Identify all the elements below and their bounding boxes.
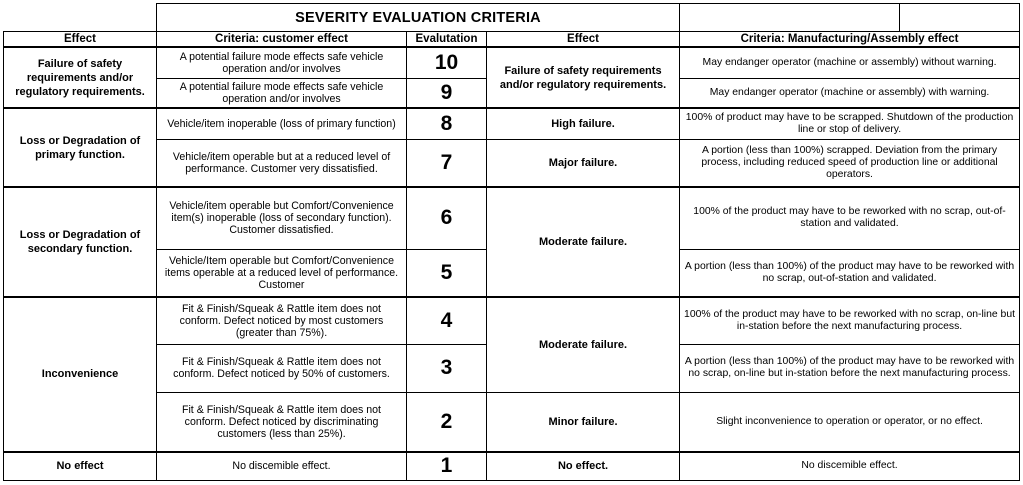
severity-score: 6 <box>407 187 487 249</box>
effect-cell: Failure of safety requirements and/or regulatory requirements. <box>4 47 157 108</box>
severity-criteria-table <box>3 3 1020 481</box>
severity-score: 2 <box>407 392 487 452</box>
customer-criteria-cell: A potential failure mode effects safe vehicle operation and/or involves <box>157 79 407 108</box>
effect-cell: Loss or Degradation of primary function. <box>4 108 157 187</box>
severity-score: 9 <box>407 79 487 108</box>
customer-criteria-cell: Vehicle/item operable but Comfort/Convenience item(s) inoperable (loss of secondary function). Customer dissatisfied. <box>157 187 407 249</box>
severity-score: 3 <box>407 344 487 392</box>
header-customer-effect: Criteria: customer effect <box>157 32 407 47</box>
header-evaluation: Evalutation <box>407 32 487 47</box>
severity-score: 5 <box>407 249 487 297</box>
customer-criteria-cell: Vehicle/Item operable but Comfort/Convenience items operable at a reduced level of performance. Customer <box>157 249 407 297</box>
customer-criteria-cell: No discemible effect. <box>157 452 407 481</box>
customer-criteria-cell: A potential failure mode effects safe vehicle operation and/or involves <box>157 47 407 78</box>
mfg-effect-cell: Moderate failure. <box>487 187 680 297</box>
mfg-criteria-cell: Slight inconvenience to operation or operator, or no effect. <box>680 392 1020 452</box>
title-empty-cell-2 <box>900 4 1020 32</box>
mfg-criteria-cell: A portion (less than 100%) of the product may have to be reworked with no scrap, on-line but in-station before the next manufacturing process. <box>680 344 1020 392</box>
title-blank-cell <box>4 4 157 32</box>
table-row <box>4 187 1020 249</box>
table-row <box>4 139 1020 187</box>
mfg-criteria-cell: 100% of the product may have to be reworked with no scrap, out-of-station and validated. <box>680 187 1020 249</box>
header-effect: Effect <box>4 32 157 47</box>
customer-criteria-cell: Vehicle/item inoperable (loss of primary function) <box>157 108 407 139</box>
mfg-effect-cell: Major failure. <box>487 139 680 187</box>
severity-score: 8 <box>407 108 487 139</box>
title-row <box>4 4 1020 32</box>
mfg-criteria-cell: May endanger operator (machine or assembly) with warning. <box>680 79 1020 108</box>
title-empty-cell-1 <box>680 4 900 32</box>
mfg-criteria-cell: No discemible effect. <box>680 452 1020 481</box>
customer-criteria-cell: Fit & Finish/Squeak & Rattle item does not conform. Defect noticed by most customers (greater than 75%). <box>157 297 407 345</box>
header-row <box>4 32 1020 47</box>
mfg-criteria-cell: 100% of product may have to be scrapped. Shutdown of the production line or stop of delivery. <box>680 108 1020 139</box>
customer-criteria-cell: Fit & Finish/Squeak & Rattle item does not conform. Defect noticed by discriminating customers (less than 25%). <box>157 392 407 452</box>
mfg-effect-cell: Minor failure. <box>487 392 680 452</box>
table-row <box>4 392 1020 452</box>
mfg-criteria-cell: May endanger operator (machine or assembly) without warning. <box>680 47 1020 78</box>
table-row <box>4 47 1020 78</box>
table-row <box>4 108 1020 139</box>
header-effect-2: Effect <box>487 32 680 47</box>
severity-score: 7 <box>407 139 487 187</box>
table-row <box>4 452 1020 481</box>
customer-criteria-cell: Vehicle/item operable but at a reduced level of performance. Customer very dissatisfied. <box>157 139 407 187</box>
effect-cell: Loss or Degradation of secondary function. <box>4 187 157 297</box>
mfg-criteria-cell: 100% of the product may have to be reworked with no scrap, on-line but in-station before the next manufacturing process. <box>680 297 1020 345</box>
header-manufacturing-effect: Criteria: Manufacturing/Assembly effect <box>680 32 1020 47</box>
mfg-effect-cell: Failure of safety requirements and/or regulatory requirements. <box>487 47 680 108</box>
mfg-criteria-cell: A portion (less than 100%) scrapped. Deviation from the primary process, including reduced speed of production line or additional operators. <box>680 139 1020 187</box>
customer-criteria-cell: Fit & Finish/Squeak & Rattle item does not conform. Defect noticed by 50% of customers. <box>157 344 407 392</box>
mfg-effect-cell: High failure. <box>487 108 680 139</box>
mfg-criteria-cell: A portion (less than 100%) of the product may have to be reworked with no scrap, out-of-station and validated. <box>680 249 1020 297</box>
mfg-effect-cell: Moderate failure. <box>487 297 680 392</box>
severity-score: 4 <box>407 297 487 345</box>
effect-cell: Inconvenience <box>4 297 157 452</box>
severity-score: 10 <box>407 47 487 78</box>
table-row <box>4 297 1020 345</box>
mfg-effect-cell: No effect. <box>487 452 680 481</box>
table-title: SEVERITY EVALUATION CRITERIA <box>157 4 680 32</box>
effect-cell: No effect <box>4 452 157 481</box>
severity-score: 1 <box>407 452 487 481</box>
